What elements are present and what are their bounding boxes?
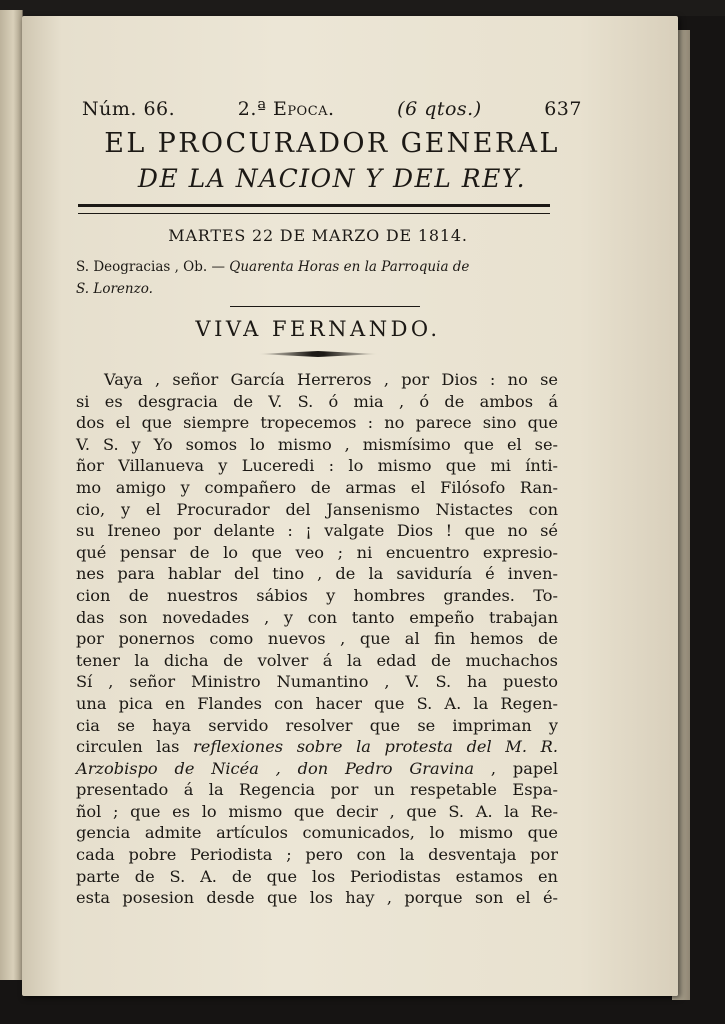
issue-header [82, 98, 582, 124]
article-text: ñol ; que es lo mismo que decir , que S. A. la Re- [76, 801, 558, 821]
article-line [76, 650, 558, 672]
article-text: presentado á la Regencia por un respetable Espa- [76, 780, 558, 800]
page-number: 637 [544, 98, 582, 120]
epoch-label: 2.ª Epoca. [237, 98, 335, 120]
article-text: gencia admite artículos comunicados, lo mismo que [76, 823, 558, 843]
article-text: una pica en Flandes con hacer que S. A. la Regen- [76, 693, 558, 713]
article-line [76, 822, 558, 844]
article-italic-text: Arzobispo de Nicéa , don Pedro Gravina [76, 758, 475, 778]
article-text: su Ireneo por delante : ¡ valgate Dios ! que no sé [76, 521, 558, 541]
article-line [76, 779, 558, 801]
article-text: parte de S. A. de que los Periodistas estamos en [76, 866, 558, 886]
article-text: si es desgracia de V. S. ó mia , ó de ambos á [76, 391, 558, 411]
article-text: cia se haya servido resolver que se impriman y [76, 715, 558, 735]
article-line [76, 391, 558, 413]
issue-number: Núm. 66. [82, 98, 176, 120]
forty-hours-note: Quarenta Horas en la Parroquia de [229, 259, 470, 275]
article-line [76, 671, 558, 693]
article-text: , papel [474, 758, 558, 778]
article-text: dos el que siempre tropecemos : no parece sino que [76, 413, 558, 433]
article-text: circulen las [76, 737, 194, 757]
saint-name: S. Deogracias , Ob. — [76, 259, 225, 275]
article-text: V. S. y Yo somos lo mismo , mismísimo que el se- [76, 434, 558, 454]
article-text: por ponernos como nuevos , que al fin hemos de [76, 629, 558, 649]
article-line [76, 585, 558, 607]
article-line [76, 887, 558, 909]
saints-of-day [76, 256, 556, 300]
article-line [76, 628, 558, 650]
article-line [76, 844, 558, 866]
article-line [76, 866, 558, 888]
newspaper-page [22, 16, 678, 996]
article-line [76, 801, 558, 823]
article-text: Sí , señor Ministro Numantino , V. S. ha puesto [76, 672, 558, 692]
article-line [76, 477, 558, 499]
article-italic-text: reflexiones sobre la protesta del M. R. [193, 737, 558, 757]
masthead-subtitle: DE LA NACION Y DEL REY. [137, 164, 527, 193]
article-line [76, 607, 558, 629]
article-text: nes para hablar del tino , de la saviduría é inven- [76, 564, 558, 584]
facing-page-edge [0, 10, 23, 980]
article-text: tener la dicha de volver á la edad de muchachos [76, 650, 558, 670]
parish-name: S. Lorenzo. [76, 281, 153, 297]
article-line [76, 693, 558, 715]
article-line [76, 542, 558, 564]
article-text: das son novedades , y con tanto empeño trabajan [76, 607, 558, 627]
article-text: ñor Villanueva y Luceredi : lo mismo que mi ínti- [76, 456, 558, 476]
dateline: MARTES 22 DE MARZO DE 1814. [168, 226, 468, 245]
article-text: cada pobre Periodista ; pero con la desventaja por [76, 845, 558, 865]
masthead-rule [78, 204, 550, 214]
quires-label: (6 qtos.) [397, 98, 482, 120]
article-text: Vaya , señor García Herreros , por Dios : no se [104, 370, 558, 389]
article-body [76, 369, 558, 909]
article-text: cion de nuestros sábios y hombres grandes. To- [76, 585, 558, 605]
article-line [76, 520, 558, 542]
scan-background [0, 0, 725, 16]
article-line [76, 715, 558, 737]
article-line [76, 434, 558, 456]
article-line [76, 563, 558, 585]
article-text: qué pensar de lo que veo ; ni encuentro expresio- [76, 542, 558, 562]
article-line [76, 736, 558, 758]
article-line [76, 412, 558, 434]
article-text: cio, y el Procurador del Jansenismo Nistactes con [76, 499, 558, 519]
article-line [76, 758, 558, 780]
article-line [76, 369, 558, 391]
ornament-rule [258, 351, 378, 357]
article-text: esta posesion desde que los hay , porque son el é- [76, 888, 558, 908]
section-heading: VIVA FERNANDO. [195, 317, 441, 341]
article-line [76, 499, 558, 521]
page-content [76, 98, 582, 909]
masthead-title: EL PROCURADOR GENERAL [104, 128, 560, 159]
article-text: mo amigo y compañero de armas el Filósofo Ran- [76, 477, 558, 497]
section-divider [230, 306, 420, 307]
article-line [76, 455, 558, 477]
